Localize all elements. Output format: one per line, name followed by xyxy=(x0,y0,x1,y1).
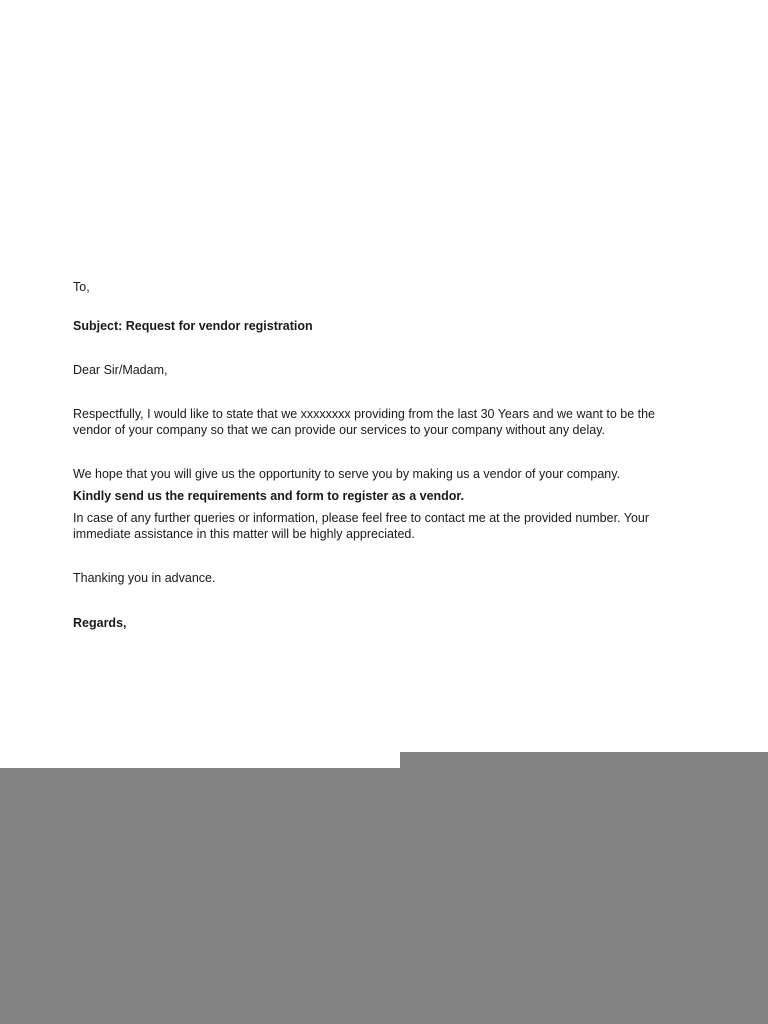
paragraph-queries: In case of any further queries or information, please feel free to contact me at the provided number. Your immediate assistance in this matter will be highly appreciated. xyxy=(73,511,650,541)
paragraph-hope: We hope that you will give us the opportunity to serve you by making us a vendor of your company. xyxy=(73,467,621,481)
letter-body xyxy=(73,279,685,631)
subject-line: Subject: Request for vendor registration xyxy=(73,319,313,333)
paragraph-intro: Respectfully, I would like to state that we xxxxxxxx providing from the last 30 Years and we want to be the vendor of your company so that we can provide our services to your company without any delay. xyxy=(73,407,656,437)
redacted-area-left xyxy=(0,768,400,1024)
thanks-line: Thanking you in advance. xyxy=(73,571,216,585)
greeting-line: Dear Sir/Madam, xyxy=(73,363,168,377)
closing-line: Regards, xyxy=(73,616,127,630)
recipient-line: To, xyxy=(73,280,90,294)
redacted-area-right xyxy=(400,752,768,1024)
paragraph-request: Kindly send us the requirements and form to register as a vendor. xyxy=(73,489,465,503)
